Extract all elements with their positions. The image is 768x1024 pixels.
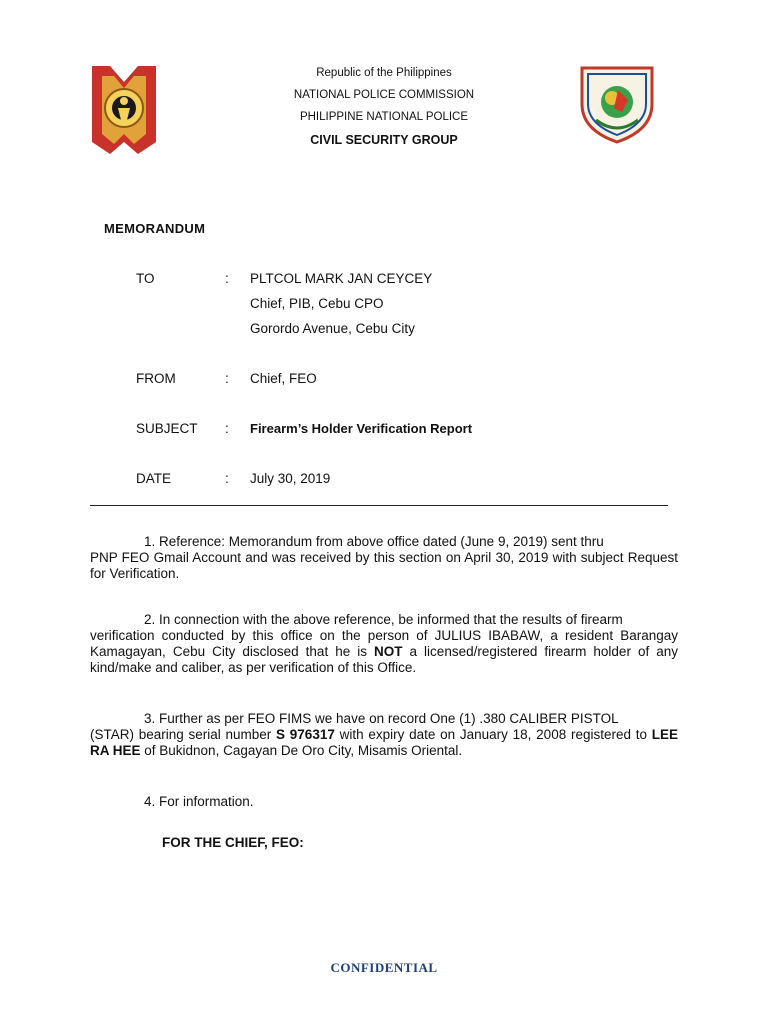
subject-value: Firearm’s Holder Verification Report [250,421,473,436]
confidential-footer: CONFIDENTIAL [330,960,438,975]
paragraph-2-text-a: verification conducted by this office on the person of JULIUS IBABAW, a resident Barangay Kamagayan, Cebu City disclosed that he is [90,628,678,659]
from-label: FROM [136,371,176,386]
paragraph-2-text-b: a licensed/registered firearm holder of any kind/make and caliber, as per verification of this Office. [90,644,678,675]
paragraph-3-rest [90,727,678,759]
paragraph-3-text-c: of Bukidnon, Cagayan De Oro City, Misamis Oriental. [140,743,463,758]
paragraph-4: 4. For information. [144,794,254,809]
memo-title: MEMORANDUM [104,221,206,236]
date-value: July 30, 2019 [250,471,331,486]
to-line1: PLTCOL MARK JAN CEYCEY [250,271,433,286]
header-napolcom: NATIONAL POLICE COMMISSION [293,89,475,101]
paragraph-1-rest: PNP FEO Gmail Account and was received by this section on April 30, 2019 with subject Request for Verification. [90,550,678,581]
header-csg: CIVIL SECURITY GROUP [310,133,458,147]
from-value: Chief, FEO [250,371,317,386]
registrant-name: LEE RA HEE [90,727,678,758]
subject-label: SUBJECT [136,421,198,436]
paragraph-2-not: NOT [374,644,403,659]
for-the-chief: FOR THE CHIEF, FEO: [162,835,304,850]
header-republic: Republic of the Philippines [316,67,452,79]
to-label: TO [136,271,155,286]
paragraph-3-first-line: 3. Further as per FEO FIMS we have on record One (1) .380 CALIBER PISTOL [144,711,619,726]
serial-number: S 976317 [276,727,335,742]
header-pnp: PHILIPPINE NATIONAL POLICE [299,111,469,123]
paragraph-2 [90,612,678,676]
subject-colon: : [225,421,229,436]
to-colon: : [225,271,229,286]
date-label: DATE [136,471,172,486]
header-divider [90,505,668,506]
from-colon: : [225,371,229,386]
paragraph-3-text-a: (STAR) bearing serial number [90,727,277,742]
paragraph-1 [90,534,678,582]
to-line2: Chief, PIB, Cebu CPO [250,296,384,311]
paragraph-3-text-b: with expiry date on January 18, 2008 registered to [334,727,652,742]
date-colon: : [225,471,229,486]
to-line3: Gorordo Avenue, Cebu City [250,321,415,336]
paragraph-2-rest [90,628,678,676]
paragraph-2-first-line: 2. In connection with the above reference, be informed that the results of firearm [144,612,623,627]
paragraph-1-first-line: 1. Reference: Memorandum from above office dated (June 9, 2019) sent thru [144,534,604,549]
paragraph-3 [90,711,678,759]
